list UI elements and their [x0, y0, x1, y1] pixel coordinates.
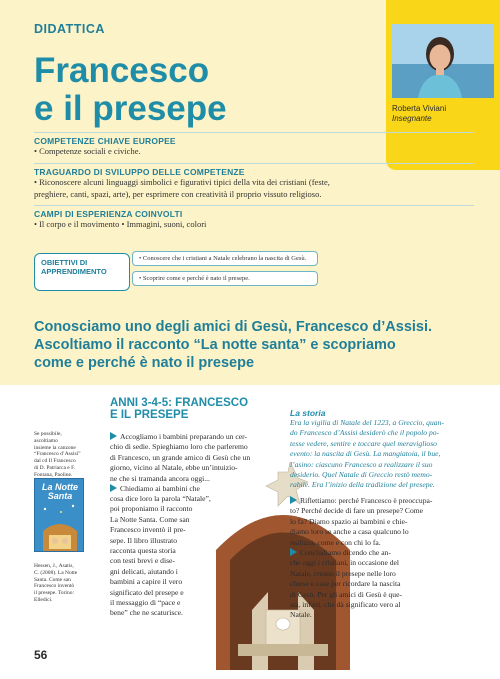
intro-line: come e perché è nato il presepe — [34, 355, 255, 371]
story-heading: La storia — [290, 408, 326, 418]
book-reference — [34, 563, 88, 604]
activity-line: bambini a capire il vero — [110, 577, 183, 587]
activity-line: sepe. Il libro illustrato — [110, 535, 178, 545]
sidenote-line: “Francesco d’Assisi” — [34, 451, 81, 458]
title-line-2: e il presepe — [34, 89, 227, 128]
objectives-label-box — [34, 253, 130, 291]
story-line: Era la vigilia di Natale del 1223, a Greccio, quan- — [290, 418, 444, 427]
book-title-line: Santa — [47, 491, 73, 501]
sidenote-line: di D. Patriarca e F. — [34, 464, 76, 471]
story-line: evento: la nascita di Gesù. La mangiatoia, il bue, — [290, 449, 441, 459]
arrow-icon — [110, 432, 117, 440]
author-role: Insegnante — [392, 114, 432, 123]
divider — [34, 163, 474, 164]
activity-text-right — [290, 496, 466, 621]
competence-block-1 — [34, 136, 474, 158]
objectives-label-line: OBIETTIVI DI — [41, 258, 88, 267]
activity-line: di Gesù. Per gli amici di Gesù è que- — [290, 589, 402, 599]
activity-line: chio di sedie. Spieghiamo loro che parleremo — [110, 442, 248, 452]
activity-line: poi proponiamo il racconto — [110, 504, 193, 514]
activity-line: cosa dice loro la parola “Natale”, — [110, 494, 211, 503]
divider — [34, 205, 474, 206]
story-line: rabile. Era l’inizio della tradizione del presepe. — [290, 480, 435, 490]
intro-line: Conosciamo uno degli amici di Gesù, Francesco d’Assisi. — [34, 319, 433, 335]
intro-text — [34, 318, 474, 372]
sidenote-line: Fontana, Paoline. — [34, 471, 73, 478]
author-portrait-illustration — [392, 24, 494, 98]
activity-line: con testi brevi e dise- — [110, 556, 175, 566]
activity-line — [290, 496, 466, 506]
activity-line: di Francesco, un grande amico di Gesù che un — [110, 452, 251, 462]
activity-line — [110, 432, 280, 442]
song-sidenote — [34, 431, 86, 479]
activity-line: il messaggio di “pace e — [110, 598, 181, 608]
objective-item: • Conoscere che i cristiani a Natale celebrano la nascita di Gesù. — [132, 251, 318, 266]
activity-line: giorno, vicino al Natale, ebbe un’intuizio- — [110, 463, 238, 473]
competence-block-2 — [34, 167, 474, 200]
arrow-icon — [290, 548, 297, 556]
objective-item: • Scoprire come e perché è nato il presepe. — [132, 271, 318, 286]
activity-line: Francesco inventò il pre- — [110, 525, 186, 535]
competence-line: preghiere, canti, spazi, arte), per esprimere con creatività il proprio vissuto religioso. — [34, 188, 322, 199]
activity-line-text: Concludiamo dicendo che an- — [300, 548, 391, 558]
activity-line: to? Perché decide di fare un presepe? Come — [290, 506, 424, 516]
activity-line-text: Accogliamo i bambini preparando un cer- — [120, 432, 247, 441]
reference-line: il presepe. Torino: — [34, 590, 74, 597]
arrow-icon — [110, 484, 117, 492]
book-illustration — [35, 479, 84, 552]
competence-line: • Il corpo e il movimento • Immagini, suoni, colori — [34, 219, 207, 229]
story-text — [290, 418, 466, 491]
reference-line: Santa. Come san — [34, 576, 71, 583]
book-cover — [34, 478, 84, 552]
activity-heading-line: E IL PRESEPE — [110, 409, 189, 421]
activity-line: gni delicati, aiutando i — [110, 566, 178, 576]
activity-line: bene” che ne scaturisce. — [110, 608, 183, 618]
section-label: DIDATTICA — [34, 22, 105, 36]
sidenote-line: insieme la canzone — [34, 444, 76, 451]
activity-line: lo fa? Diamo spazio ai bambini e chie- — [290, 516, 408, 526]
competence-heading: CAMPI DI ESPERIENZA COINVOLTI — [34, 209, 183, 219]
title-line-1: Francesco — [34, 51, 210, 90]
activity-line-text: Riflettiamo: perché Francesco è preoccupa- — [300, 496, 433, 505]
competence-line: • Riconoscere alcuni linguaggi simbolici e figurativi tipici della vita dei cristiani (feste, — [34, 177, 330, 187]
story-line: tesse vedere, sentire e toccare quel meraviglioso — [290, 438, 437, 448]
activity-line: racconta questa storia — [110, 546, 176, 556]
author-name: Roberta Viviani — [392, 104, 447, 113]
activity-line: realizza, come e con chi lo fa. — [290, 537, 381, 547]
reference-line: C. (2008). La Notte — [34, 569, 78, 576]
competence-line: • Competenze sociali e civiche. — [34, 146, 141, 156]
story-line: do Francesco d’Assisi desiderò che il popolo po- — [290, 428, 440, 438]
activity-line: sta, infatti, che dà significato vero al — [290, 600, 401, 610]
activity-line: diamo loro se anche a casa qualcuno lo — [290, 527, 409, 537]
sidenote-line: Se possibile, — [34, 431, 62, 437]
activity-heading — [110, 397, 280, 421]
activity-line: La Notte Santa. Come san — [110, 514, 190, 524]
sidenote-line: ascoltiamo — [34, 437, 58, 444]
arrow-icon — [290, 496, 297, 504]
objectives-label-line: APPRENDIMENTO — [41, 267, 107, 276]
story-line: l’asino: ciascuno Francesco a realizzare il suo — [290, 459, 433, 469]
activity-line: significato del presepe e — [110, 587, 184, 597]
sidenote-line: dal cd Il Francesco — [34, 458, 76, 465]
book-title-line: La Notte — [42, 482, 78, 492]
activity-line-text: Chiediamo ai bambini che — [120, 484, 200, 494]
author-photo — [392, 24, 494, 98]
activity-line — [290, 548, 466, 558]
competence-block-3 — [34, 209, 474, 231]
activity-line: chiese e case per ricordare la nascita — [290, 579, 401, 589]
page-title — [34, 52, 227, 128]
reference-line: Hessen, J., Asatis, — [34, 563, 74, 569]
competence-heading: TRAGUARDO DI SVILUPPO DELLE COMPETENZE — [34, 167, 245, 177]
divider — [34, 132, 474, 133]
activity-text-narrow — [110, 494, 214, 619]
story-line: desiderio. Quel Natale di Greccio restò memo- — [290, 470, 433, 480]
activity-line: ne che si tramanda ancora oggi... — [110, 473, 210, 483]
page-number: 56 — [34, 648, 48, 662]
activity-line: Natale. — [290, 610, 312, 620]
reference-line: Elledici. — [34, 596, 53, 603]
activity-heading-line: ANNI 3-4-5: FRANCESCO — [110, 397, 249, 409]
reference-line: Francesco inventò — [34, 583, 75, 590]
activity-line: Natale, creano il presepe nelle loro — [290, 568, 396, 578]
intro-line: Ascoltiamo il racconto “La notte santa” e scopriamo — [34, 337, 396, 353]
competence-heading: COMPETENZE CHIAVE EUROPEE — [34, 136, 176, 146]
activity-line: che oggi i cristiani, in occasione del — [290, 558, 400, 568]
